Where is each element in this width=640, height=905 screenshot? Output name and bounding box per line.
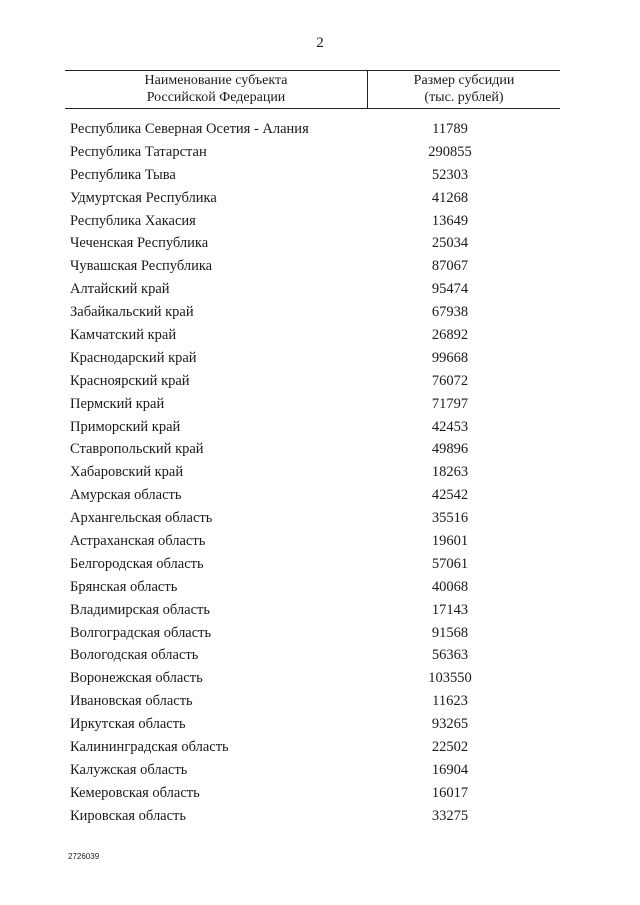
subject-name: Красноярский край bbox=[70, 372, 190, 389]
subject-name: Волгоградская область bbox=[70, 624, 212, 641]
subsidy-value: 57061 bbox=[431, 555, 469, 572]
subject-name: Чеченская Республика bbox=[70, 235, 209, 252]
table-row bbox=[70, 461, 560, 484]
subsidy-value: 93265 bbox=[431, 716, 469, 733]
table-body bbox=[70, 118, 560, 828]
column-header-subsidy-line2: (тыс. рублей) bbox=[424, 90, 504, 105]
table-header bbox=[65, 70, 560, 109]
subject-name: Пермский край bbox=[70, 395, 165, 412]
table-row bbox=[70, 553, 560, 576]
subject-name: Республика Татарстан bbox=[70, 143, 207, 160]
subject-name: Владимирская область bbox=[70, 601, 210, 618]
table-row bbox=[70, 324, 560, 347]
table-row bbox=[70, 187, 560, 210]
table-row bbox=[70, 484, 560, 507]
subsidy-value: 56363 bbox=[431, 647, 469, 664]
subject-name: Калужская область bbox=[70, 761, 188, 778]
column-header-subject bbox=[65, 71, 367, 108]
subject-name: Республика Северная Осетия - Алания bbox=[70, 121, 309, 137]
subsidy-value: 16904 bbox=[431, 761, 469, 778]
table-row bbox=[70, 118, 560, 141]
subsidy-value: 103550 bbox=[428, 670, 472, 687]
table-row bbox=[70, 644, 560, 667]
subsidy-value: 17143 bbox=[431, 601, 469, 618]
table-row bbox=[70, 164, 560, 187]
subsidy-value: 87067 bbox=[431, 258, 469, 275]
subsidy-value: 13649 bbox=[431, 212, 469, 229]
subject-name: Республика Хакасия bbox=[70, 212, 196, 229]
subject-name: Брянская область bbox=[70, 578, 178, 595]
subject-name: Ставропольский край bbox=[70, 441, 204, 458]
table-row bbox=[70, 576, 560, 599]
subsidy-value: 42453 bbox=[431, 418, 469, 435]
subsidy-value: 11623 bbox=[432, 693, 468, 710]
subsidy-value: 91568 bbox=[431, 624, 469, 641]
subject-name: Иркутская область bbox=[70, 716, 186, 733]
table-row bbox=[70, 255, 560, 278]
table-row bbox=[70, 667, 560, 690]
table-row bbox=[70, 301, 560, 324]
subsidy-value: 76072 bbox=[431, 372, 469, 389]
subsidy-value: 19601 bbox=[431, 533, 469, 550]
table-row bbox=[70, 530, 560, 553]
subsidy-value: 95474 bbox=[431, 281, 469, 298]
subject-name: Приморский край bbox=[70, 418, 181, 435]
subject-name: Камчатский край bbox=[70, 327, 177, 344]
column-header-subsidy bbox=[367, 71, 560, 108]
table-row bbox=[70, 416, 560, 439]
table-row bbox=[70, 736, 560, 759]
table-row bbox=[70, 690, 560, 713]
subsidy-value: 41268 bbox=[431, 189, 469, 206]
table-row bbox=[70, 393, 560, 416]
subject-name: Воронежская область bbox=[70, 670, 203, 687]
subject-name: Республика Тыва bbox=[70, 166, 176, 183]
subject-name: Архангельская область bbox=[70, 510, 213, 527]
subsidy-value: 26892 bbox=[431, 327, 469, 344]
subsidy-value: 25034 bbox=[431, 235, 469, 252]
column-header-subject-line2: Российской Федерации bbox=[146, 90, 286, 105]
subsidy-value: 33275 bbox=[431, 807, 469, 824]
table-row bbox=[70, 713, 560, 736]
subject-name: Удмуртская Республика bbox=[70, 189, 217, 206]
table-row bbox=[70, 507, 560, 530]
subject-name: Астраханская область bbox=[70, 533, 206, 550]
subject-name: Вологодская область bbox=[70, 647, 199, 664]
table-row bbox=[70, 438, 560, 461]
table-row bbox=[70, 782, 560, 805]
subject-name: Краснодарский край bbox=[70, 349, 197, 366]
subject-name: Ивановская область bbox=[70, 693, 193, 710]
subject-name: Алтайский край bbox=[70, 281, 170, 298]
table-row bbox=[70, 370, 560, 393]
table-row bbox=[70, 347, 560, 370]
table-row bbox=[70, 805, 560, 828]
subsidy-value: 22502 bbox=[431, 739, 469, 756]
column-header-subject-line1: Наименование субъекта bbox=[144, 73, 288, 88]
subsidy-value: 16017 bbox=[431, 784, 469, 801]
subject-name: Белгородская область bbox=[70, 555, 204, 572]
table-row bbox=[70, 278, 560, 301]
table-row bbox=[70, 622, 560, 645]
subsidy-value: 35516 bbox=[431, 510, 469, 527]
table-row bbox=[70, 232, 560, 255]
subsidy-value: 49896 bbox=[431, 441, 469, 458]
subsidy-value: 11789 bbox=[432, 121, 468, 137]
subject-name: Калининградская область bbox=[70, 739, 229, 756]
subsidy-value: 40068 bbox=[431, 578, 469, 595]
subsidy-value: 67938 bbox=[431, 304, 469, 321]
table-row bbox=[70, 599, 560, 622]
subsidy-value: 52303 bbox=[431, 166, 469, 183]
subject-name: Кемеровская область bbox=[70, 784, 200, 801]
subsidy-value: 99668 bbox=[431, 349, 469, 366]
subject-name: Хабаровский край bbox=[70, 464, 184, 481]
document-code: 2726039 bbox=[68, 852, 100, 861]
column-header-subsidy-line1: Размер субсидии bbox=[413, 73, 515, 88]
subsidy-value: 18263 bbox=[431, 464, 469, 481]
table-row bbox=[70, 759, 560, 782]
table-row bbox=[70, 210, 560, 233]
subsidy-value: 71797 bbox=[431, 395, 469, 412]
subsidy-value: 290855 bbox=[428, 143, 472, 160]
subject-name: Чувашская Республика bbox=[70, 258, 213, 275]
subject-name: Забайкальский край bbox=[70, 304, 194, 321]
subject-name: Амурская область bbox=[70, 487, 182, 504]
subsidy-value: 42542 bbox=[431, 487, 469, 504]
page-number: 2 bbox=[316, 35, 324, 51]
table-row bbox=[70, 141, 560, 164]
subject-name: Кировская область bbox=[70, 807, 187, 824]
